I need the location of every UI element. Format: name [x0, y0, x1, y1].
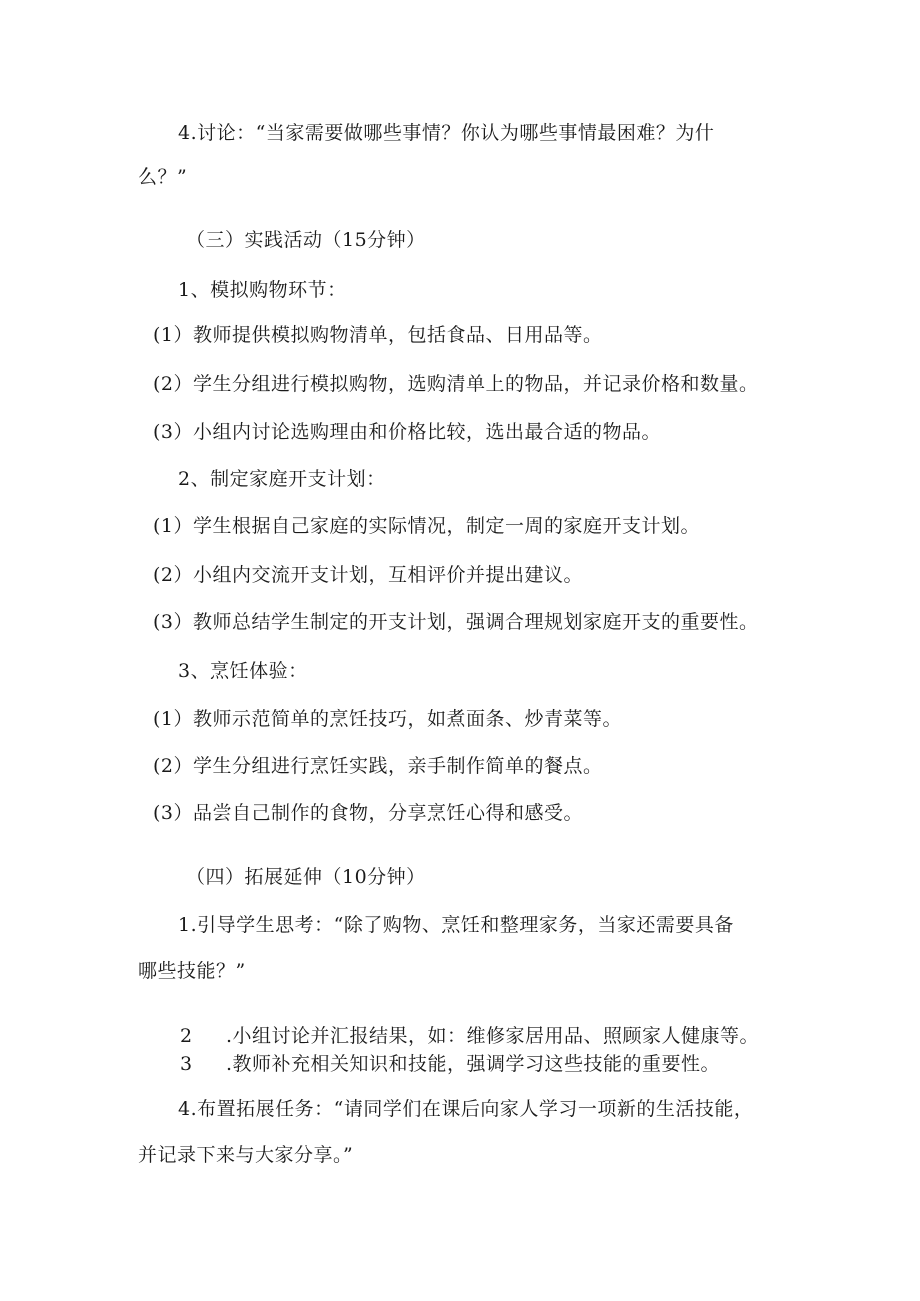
extension-4-line2: 并记录下来与大家分享。”: [138, 1144, 354, 1166]
item-shopping-heading: 1、模拟购物环节：: [178, 279, 347, 301]
section-heading-practice: （三）实践活动（15分钟）: [186, 229, 426, 251]
extension-3-text: .教师补充相关知识和技能，强调学习这些技能的重要性。: [226, 1053, 721, 1075]
item-budget-3: (3）教师总结学生制定的开支计划，强调合理规划家庭开支的重要性。: [153, 611, 759, 633]
extension-1-line1: 1.引导学生思考：“除了购物、烹饪和整理家务，当家还需要具备: [178, 914, 734, 936]
item-shopping-3: (3）小组内讨论选购理由和价格比较，选出最合适的物品。: [153, 421, 662, 443]
section-heading-extension: （四）拓展延伸（10分钟）: [186, 866, 426, 888]
item-budget-1: (1）学生根据自己家庭的实际情况，制定一周的家庭开支计划。: [153, 515, 701, 537]
item-cooking-1: (1）教师示范简单的烹饪技巧，如煮面条、炒青菜等。: [153, 708, 623, 730]
paragraph-discussion-line1: 4.讨论：“当家需要做哪些事情？你认为哪些事情最困难？为什: [178, 122, 715, 144]
extension-2-text: .小组讨论并汇报结果，如：维修家居用品、照顾家人健康等。: [226, 1025, 760, 1047]
item-cooking-heading: 3、烹饪体验：: [178, 660, 308, 682]
extension-3-number: 3: [180, 1053, 193, 1075]
item-cooking-2: (2）学生分组进行烹饪实践，亲手制作简单的餐点。: [153, 755, 603, 777]
extension-4-line1: 4.布置拓展任务：“请同学们在课后向家人学习一项新的生活技能，: [178, 1098, 754, 1120]
item-budget-heading: 2、制定家庭开支计划：: [178, 468, 386, 490]
item-shopping-2: (2）学生分组进行模拟购物，选购清单上的物品，并记录价格和数量。: [153, 373, 759, 395]
paragraph-discussion-line2: 么？”: [138, 166, 188, 188]
item-budget-2: (2）小组内交流开支计划，互相评价并提出建议。: [153, 564, 584, 586]
extension-1-line2: 哪些技能？”: [138, 960, 246, 982]
extension-2-number: 2: [180, 1025, 193, 1047]
item-cooking-3: (3）品尝自己制作的食物，分享烹饪心得和感受。: [153, 802, 584, 824]
item-shopping-1: (1）教师提供模拟购物清单，包括食品、日用品等。: [153, 324, 603, 346]
